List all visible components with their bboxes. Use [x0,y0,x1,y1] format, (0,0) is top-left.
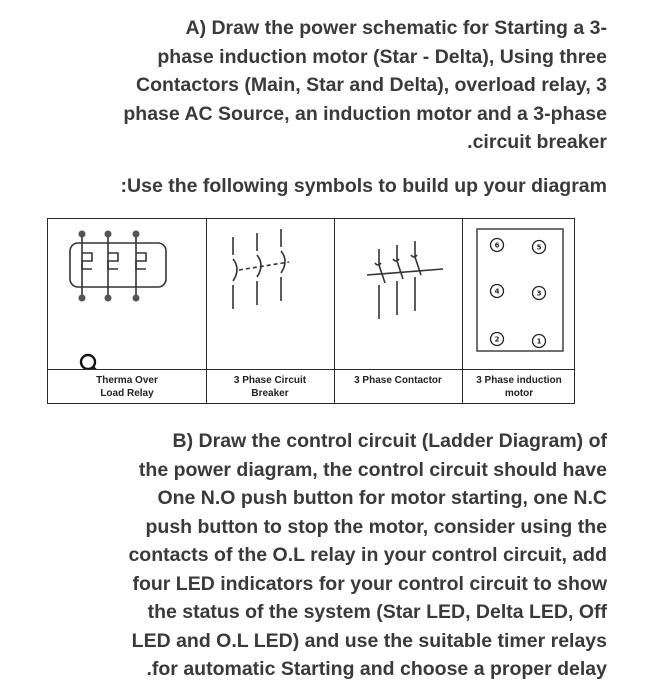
terminal-label: 5 [536,243,542,252]
terminal-label: 4 [494,287,500,296]
part-b-line: One N.O push button for motor starting, one N.C [157,487,607,509]
part-b-line: the status of the system (Star LED, Delta LED, Off [147,601,607,623]
terminal-label: 2 [494,335,500,344]
part-b-line: LED and O.L LED) and use the suitable timer relays [131,629,607,652]
magnifier-icon [81,355,99,369]
induction-motor-terminals-icon [463,219,577,369]
part-b-line: contacts of the O.L relay in your control circuit, add [128,544,607,566]
part-a-line: phase AC Source, an induction motor and a 3-phase [123,102,607,125]
part-b-question [128,427,607,684]
contactor-icon [335,219,463,369]
symbol-caption [334,374,462,387]
symbol-caption [462,374,576,400]
part-b-line: push button to stop the motor, consider using the [145,515,607,538]
caption-line: Breaker [251,388,289,399]
caption-line: motor [504,388,534,399]
part-a-line: .circuit breaker [467,131,607,153]
caption-line: 3 Phase induction [476,375,562,386]
circuit-breaker-icon [207,219,335,369]
part-b-line: B) Draw the control circuit (Ladder Diagram) of [172,430,607,452]
terminal-label: 1 [536,337,542,346]
terminal-label: 6 [494,241,500,250]
part-b-line: .for automatic Starting and choose a proper delay [146,658,607,680]
terminal-label: 3 [536,289,542,298]
caption-line: 3 Phase Circuit [233,375,307,386]
instruction-text: :Use the following symbols to build up your diagram [120,175,607,197]
thermal-overload-relay-icon [48,219,206,369]
part-b-line: four LED indicators for your control circuit to show [132,572,607,595]
part-a-line: A) Draw the power schematic for Starting a 3- [185,17,607,39]
symbol-table [47,218,575,404]
part-a-line: phase induction motor (Star - Delta), Using three [157,45,607,68]
part-a-question [123,14,607,157]
part-a-line: Contactors (Main, Star and Delta), overload relay, 3 [135,74,607,96]
caption-line: Therma Over [96,375,158,386]
caption-divider [48,369,574,370]
symbol-caption [206,374,334,400]
part-b-line: the power diagram, the control circuit should have [138,458,607,481]
symbol-caption [48,374,206,400]
caption-line: Load Relay [100,388,154,399]
caption-line: 3 Phase Contactor [354,375,442,386]
